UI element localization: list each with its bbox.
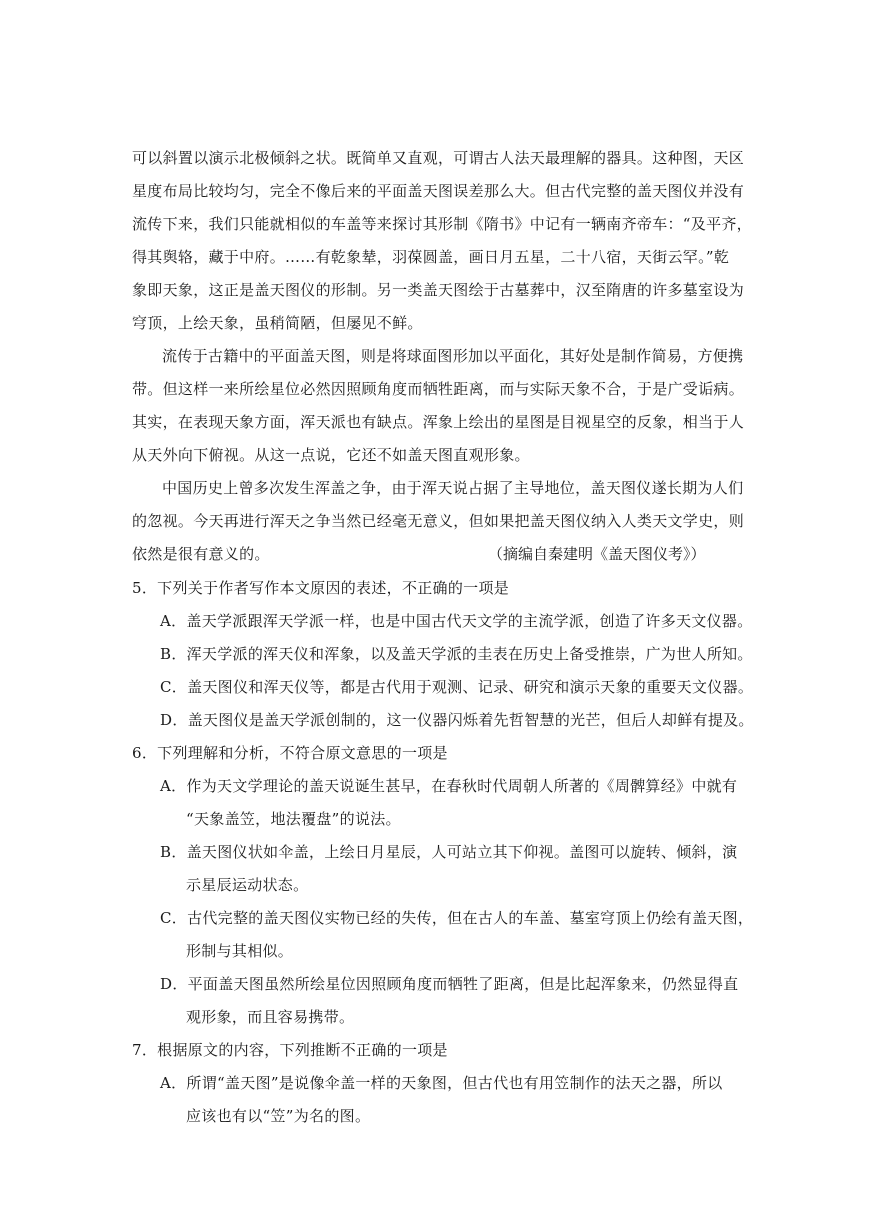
question-5-option-a: A．盖天学派跟浑天学派一样，也是中国古代天文学的主流学派，创造了许多天文仪器。 [160,612,753,630]
question-6-option-d-cont: 观形象，而且容易携带。 [186,1008,355,1026]
passage-line: 穹顶，上绘天象，虽稍简陋，但屡见不鲜。 [132,314,423,332]
question-7-option-a: A．所谓“盖天图”是说像伞盖一样的天象图，但古代也有用笠制作的法天之器，所以 [160,1074,723,1092]
question-7-option-a-cont: 应该也有以“笠”为名的图。 [186,1107,371,1125]
passage-line: 流传于古籍中的平面盖天图，则是将球面图形加以平面化，其好处是制作简易，方便携 [162,347,744,365]
passage-line: 中国历史上曾多次发生浑盖之争，由于浑天说占据了主导地位，盖天图仪遂长期为人们 [162,479,744,497]
question-6-stem: 6．下列理解和分析，不符合原文意思的一项是 [132,744,448,762]
passage-line: 带。但这样一来所绘星位必然因照顾角度而牺牲距离，而与实际天象不合，于是广受诟病。 [132,380,745,398]
passage-line: 得其舆辂，藏于中府。……有乾象辇，羽葆圆盖，画日月五星，二十八宿，天街云罕。”乾 [132,248,730,266]
passage-line: 的忽视。今天再进行浑天之争当然已经毫无意义，但如果把盖天图仪纳入人类天文学史，则 [132,512,745,530]
passage-line: 象即天象，这正是盖天图仪的形制。另一类盖天图绘于古墓葬中，汉至隋唐的许多墓室设为 [132,281,745,299]
passage-line: 星度布局比较均匀，完全不像后来的平面盖天图误差那么大。但古代完整的盖天图仪并没有 [132,182,745,200]
question-5-stem: 5．下列关于作者写作本文原因的表述，不正确的一项是 [132,579,510,597]
passage-line: 流传下来，我们只能就相似的车盖等来探讨其形制《隋书》中记有一辆南齐帝车：“及平齐， [132,215,752,233]
question-6-option-a: A．作为天文学理论的盖天说诞生甚早，在春秋时代周朝人所著的《周髀算经》中就有 [160,777,738,795]
question-6-option-a-cont: “天象盖笠，地法覆盘”的说法。 [186,810,401,828]
question-6-option-c-cont: 形制与其相似。 [186,942,294,960]
question-7-stem: 7．根据原文的内容，下列推断不正确的一项是 [132,1041,448,1059]
passage-line: 可以斜置以演示北极倾斜之状。既简单又直观，可谓古人法天最理解的器具。这种图，天区 [132,149,745,167]
question-5-option-d: D．盖天图仪是盖天学派创制的，这一仪器闪烁着先哲智慧的光芒，但后人却鲜有提及。 [160,711,754,729]
question-6-option-b-cont: 示星辰运动状态。 [186,876,309,894]
question-6-option-d: D．平面盖天图虽然所绘星位因照顾角度而牺牲了距离，但是比起浑象来，仍然显得直 [160,975,739,993]
passage-line: 其实，在表现天象方面，浑天派也有缺点。浑象上绘出的星图是目视星空的反象，相当于人 [132,413,745,431]
question-5-option-c: C．盖天图仪和浑天仪等，都是古代用于观测、记录、研究和演示天象的重要天文仪器。 [160,678,754,696]
passage-source: （摘编自秦建明《盖天图仪考》） [488,545,706,563]
passage-line: 依然是很有意义的。 [132,545,270,563]
passage-line: 从天外向下俯视。从这一点说，它还不如盖天图直观形象。 [132,446,530,464]
question-6-option-b: B．盖天图仪状如伞盖，上绘日月星辰，人可站立其下仰视。盖图可以旋转、倾斜，演 [160,843,738,861]
question-5-option-b: B．浑天学派的浑天仪和浑象，以及盖天学派的圭表在历史上备受推崇，广为世人所知。 [160,645,753,663]
question-6-option-c: C．古代完整的盖天图仪实物已经的失传，但在古人的车盖、墓室穹顶上仍绘有盖天图， [160,909,754,927]
